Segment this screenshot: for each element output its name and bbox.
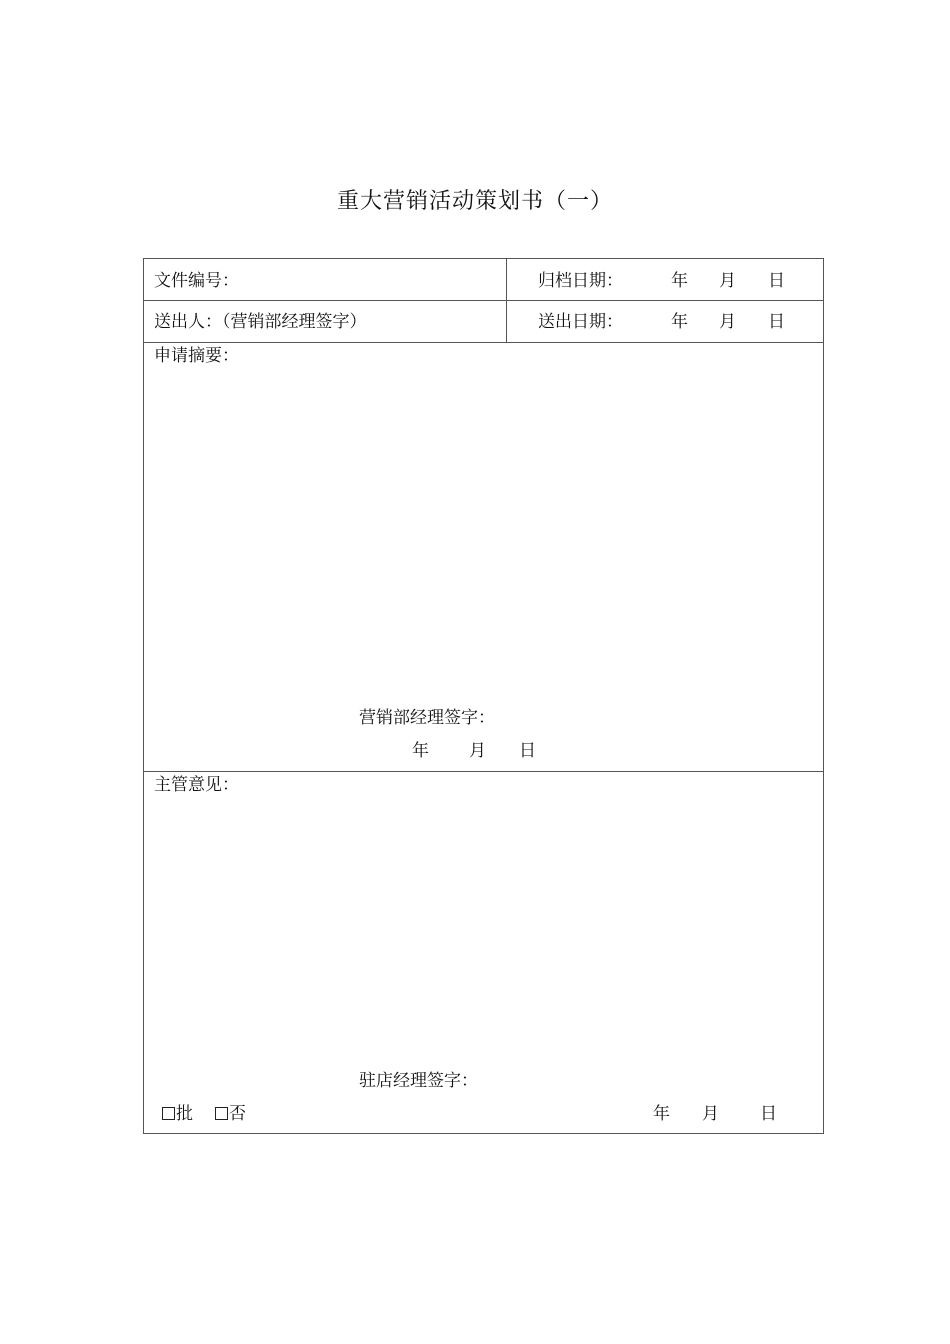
archive-year-label: 年	[671, 271, 688, 291]
supervisor-month-label: 月	[702, 1104, 719, 1124]
approve-checkbox[interactable]	[162, 1107, 175, 1120]
reject-option[interactable]	[215, 1104, 246, 1124]
page-title: 重大营销活动策划书（一）	[336, 189, 613, 214]
supervisor-day-label: 日	[760, 1104, 777, 1124]
supervisor-opinion-label: 主管意见：	[154, 775, 239, 795]
approve-label: 批	[176, 1104, 193, 1124]
store-manager-signature-label: 驻店经理签字：	[359, 1071, 478, 1091]
reject-label: 否	[229, 1104, 246, 1124]
file-number-label: 文件编号：	[154, 271, 239, 291]
send-year-label: 年	[671, 312, 688, 332]
file-info-row	[144, 259, 823, 301]
sender-label: 送出人：（营销部经理签字）	[154, 312, 367, 332]
supervisor-year-label: 年	[653, 1104, 670, 1124]
archive-date-label: 归档日期：	[538, 271, 623, 291]
send-month-label: 月	[719, 312, 736, 332]
application-month-label: 月	[469, 741, 486, 761]
archive-month-label: 月	[719, 271, 736, 291]
approve-option[interactable]	[162, 1104, 193, 1124]
application-year-label: 年	[412, 741, 429, 761]
sender-row	[144, 301, 823, 343]
send-day-label: 日	[768, 312, 785, 332]
supervisor-opinion-section	[144, 772, 823, 1134]
application-summary-section	[144, 343, 823, 772]
marketing-manager-signature-label: 营销部经理签字：	[359, 708, 495, 728]
application-day-label: 日	[519, 741, 536, 761]
form-table	[143, 258, 824, 1134]
reject-checkbox[interactable]	[215, 1107, 228, 1120]
archive-day-label: 日	[768, 271, 785, 291]
send-date-label: 送出日期：	[538, 312, 623, 332]
application-summary-label: 申请摘要：	[154, 346, 239, 366]
